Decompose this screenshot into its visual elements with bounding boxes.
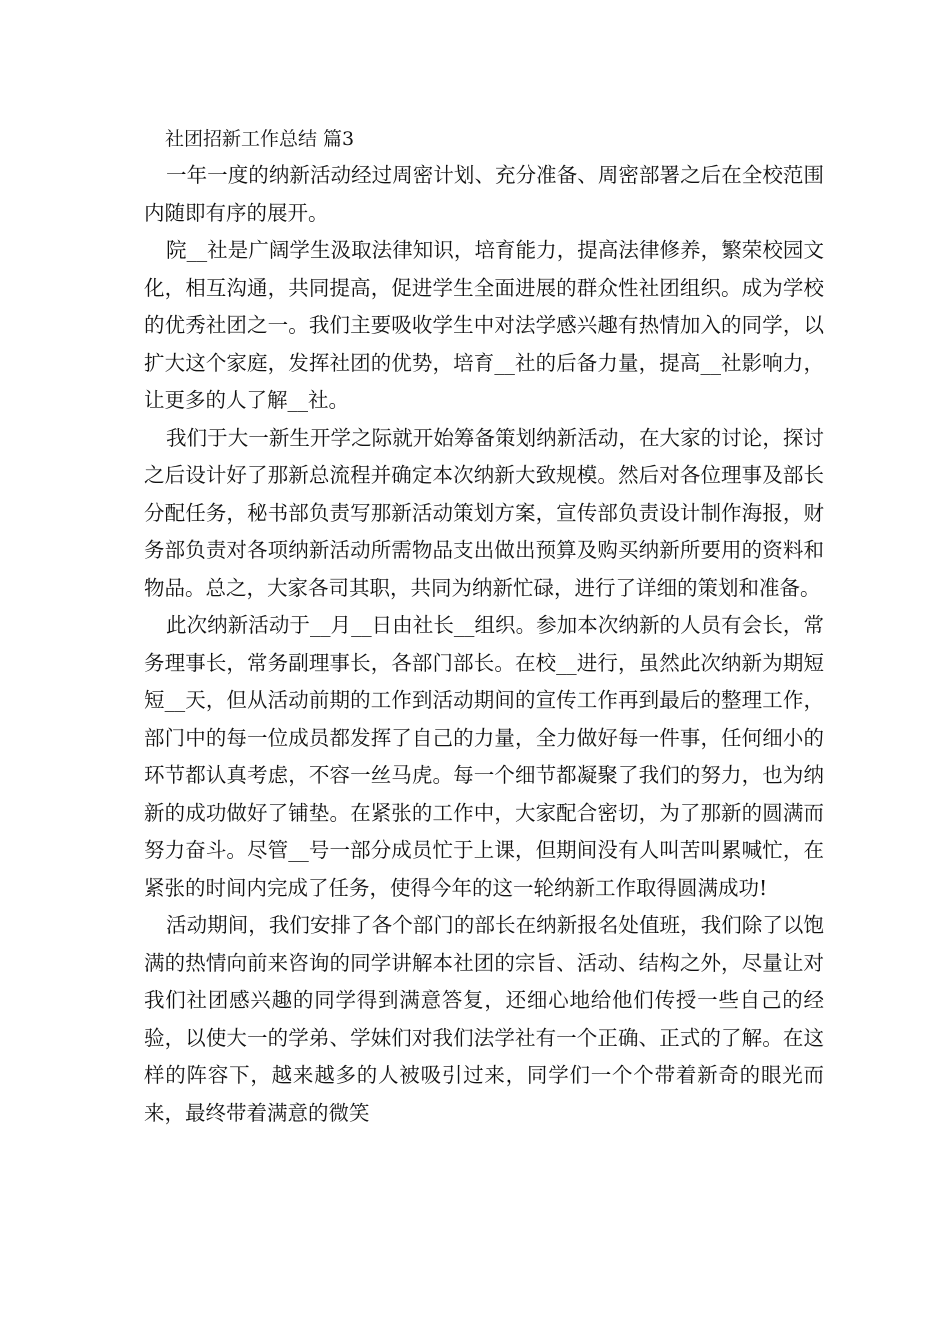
- paragraph: 我们于大一新生开学之际就开始筹备策划纳新活动，在大家的讨论，探讨之后设计好了那新总流程并确定本次纳新大致规模。然后对各位理事及部长分配任务，秘书部负责写那新活动策划方案，宣传部负责设计制作海报，财务部负责对各项纳新活动所需物品支出做出预算及购买纳新所要用的资料和物品。总之，大家各司其职，共同为纳新忙碌，进行了详细的策划和准备。: [144, 425, 824, 600]
- paragraph: 此次纳新活动于__月__日由社长__组织。参加本次纳新的人员有会长，常务理事长，常务副理事长，各部门部长。在校__进行，虽然此次纳新为期短短__天，但从活动前期的工作到活动期间的宣传工作再到最后的整理工作，部门中的每一位成员都发挥了自己的力量，全力做好每一件事，任何细小的环节都认真考虑，不容一丝马虎。每一个细节都凝聚了我们的努力，也为纳新的成功做好了铺垫。在紧张的工作中，大家配合密切，为了那新的圆满而努力奋斗。尽管__号一部分成员忙于上课，但期间没有人叫苦叫累喊忙，在紧张的时间内完成了任务，使得今年的这一轮纳新工作取得圆满成功!: [144, 613, 824, 900]
- paragraph: 活动期间，我们安排了各个部门的部长在纳新报名处值班，我们除了以饱满的热情向前来咨询的同学讲解本社团的宗旨、活动、结构之外，尽量让对我们社团感兴趣的同学得到满意答复，还细心地给他们传授一些自己的经验，以使大一的学弟、学妹们对我们法学社有一个正确、正式的了解。在这样的阵容下，越来越多的人被吸引过来，同学们一个个带着新奇的眼光而来，最终带着满意的微笑: [144, 913, 824, 1125]
- paragraph: 院__社是广阔学生汲取法律知识，培育能力，提高法律修养，繁荣校园文化，相互沟通，共同提高，促进学生全面进展的群众性社团组织。成为学校的优秀社团之一。我们主要吸收学生中对法学感兴趣有热情加入的同学，以扩大这个家庭，发挥社团的优势，培育__社的后备力量，提高__社影响力，让更多的人了解__社。: [144, 238, 824, 412]
- document-body: [144, 157, 824, 1132]
- paragraph: 一年一度的纳新活动经过周密计划、充分准备、周密部署之后在全校范围内随即有序的展开。: [144, 163, 824, 225]
- document-title: 社团招新工作总结 篇3: [165, 128, 355, 150]
